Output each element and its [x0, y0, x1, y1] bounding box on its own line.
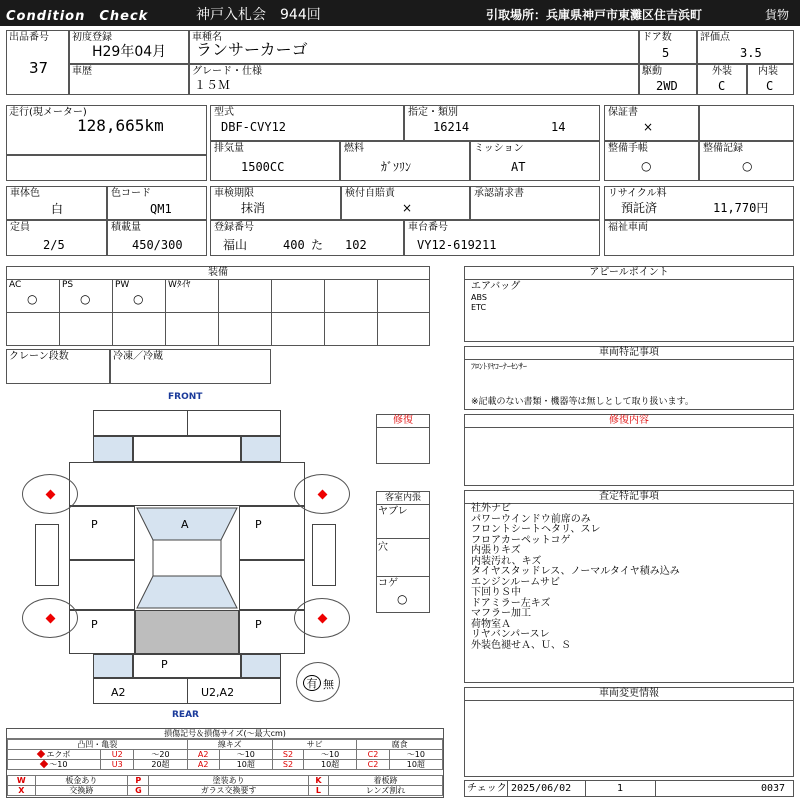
legend-panel: [6, 728, 444, 798]
designation-box: [404, 105, 600, 141]
load-capacity: 450/300: [132, 238, 183, 252]
drive: 2WD: [656, 79, 678, 93]
body-color: 白: [51, 202, 64, 216]
cabin-center: [135, 506, 239, 610]
cabin-interior-panel: [376, 491, 430, 613]
exterior-label: 外装: [712, 66, 732, 77]
color-code-label: 色コード: [111, 188, 151, 199]
legend-cell: 〜20: [134, 750, 187, 760]
legend-cell: C2: [357, 760, 389, 770]
legend-group-3: サビ: [272, 740, 356, 750]
assessment-line: 外装色褪せＡ、Ｕ、Ｓ: [471, 639, 571, 651]
history-box: [69, 64, 189, 95]
score-box: [697, 30, 794, 64]
welfare-label: 福祉車両: [608, 222, 648, 233]
roof-mark: A: [181, 518, 189, 531]
assessment-lines: [471, 504, 791, 651]
car-name: ランサーカーゴ: [196, 40, 308, 59]
brand-title: Condition Check: [6, 9, 149, 24]
rear-bumper-right-mark: U2,A2: [201, 686, 235, 699]
reefer-box: [110, 349, 271, 384]
recycle-fee: 11,770円: [713, 201, 769, 215]
assessment-line: 荷物室Ａ: [471, 618, 511, 630]
cabin-tear-label: ヤブレ: [378, 506, 408, 517]
cabin-hole-label: 穴: [378, 542, 388, 553]
equip-pw-mark: ○: [133, 292, 144, 306]
model-label: 型式: [214, 107, 234, 118]
equip-ps-mark: ○: [80, 292, 91, 306]
load-label: 積載量: [111, 222, 141, 233]
body-color-label: 車体色: [10, 188, 40, 199]
equipment-title: 装備: [7, 267, 429, 280]
doors-label: ドア数: [642, 32, 672, 43]
mileage-label: 走行(現メーター): [9, 107, 87, 118]
legend-key-symbol: P: [128, 776, 149, 786]
legend-key-meaning: レンズ割れ: [329, 786, 443, 796]
legend-key-meaning: ガラス交換要す: [149, 786, 308, 796]
legend-group-2: 線キズ: [187, 740, 272, 750]
history-label: 車歴: [72, 66, 92, 77]
legend-cell: [8, 760, 101, 770]
assessment-line: 社外ナビ: [471, 503, 511, 514]
insurance-box: [341, 186, 470, 220]
displacement: 1500CC: [241, 160, 285, 174]
assessment-line: エンジンルームサビ: [471, 576, 561, 588]
appeal-title: アピールポイント: [465, 267, 793, 280]
check-num1: 1: [617, 783, 624, 794]
exterior-grade: C: [718, 79, 726, 93]
color-code-box: [107, 186, 207, 220]
legend-cell: A2: [187, 750, 219, 760]
service-record-box: [699, 141, 794, 181]
drive-label: 駆動: [642, 66, 662, 77]
displacement-label: 排気量: [214, 143, 244, 154]
body-color-box: [6, 186, 107, 220]
appeal-line: ETC: [471, 303, 487, 312]
equipment-panel: [6, 266, 430, 346]
legend-cell: 〜10: [303, 750, 356, 760]
assessment-panel: [464, 490, 794, 683]
changes-panel: [464, 687, 794, 777]
wheel-rear-right-icon: [294, 598, 350, 638]
check-num2: 0037: [761, 783, 786, 794]
insurance: ×: [402, 201, 413, 215]
warranty-label: 保証書: [608, 107, 638, 118]
auction-name: 神戸入札会 944回: [196, 7, 321, 23]
legend-cell: 〜10: [389, 750, 442, 760]
exterior-box: [697, 64, 747, 95]
service-record-label: 整備記録: [703, 143, 743, 154]
assessment-line: 内張りキズ: [471, 545, 521, 556]
grade-box: [189, 64, 639, 95]
fuel-box: [340, 141, 470, 181]
special-notes-line: ﾌﾛﾝﾄﾘﾔｺｰﾅｰｾﾝｻｰ: [471, 362, 527, 371]
legend-cell: U3: [101, 760, 134, 770]
chassis-number: VY12-619211: [417, 238, 497, 252]
legend-title: 損傷記号＆損傷サイズ(〜最大cm): [7, 729, 443, 739]
first-registration-label: 初度登録: [72, 32, 112, 43]
cabin-burn-label: コゲ: [378, 578, 398, 589]
legend-key-symbol: K: [308, 776, 328, 786]
assessment-line: フロントシートヘタリ、スレ: [471, 524, 601, 535]
mileage-blank: [6, 155, 207, 181]
service-book-box: [604, 141, 699, 181]
legend-cell: S2: [272, 750, 303, 760]
legend-key-symbol: W: [8, 776, 36, 786]
mission-box: [470, 141, 600, 181]
legend-key-symbol: G: [128, 786, 149, 796]
appeal-line: ABS: [471, 293, 487, 302]
claim-box: [470, 186, 600, 220]
check-date: 2025/06/02: [511, 783, 572, 794]
score-label: 評価点: [700, 32, 730, 43]
first-registration: H29年04月: [92, 44, 167, 60]
repair-content-panel: [464, 414, 794, 486]
mission-label: ミッション: [474, 143, 524, 154]
welfare-box: [604, 220, 794, 256]
chassis-label: 車台番号: [408, 222, 448, 233]
check-row: [464, 780, 794, 797]
assessment-line: ドアミラー左キズ: [471, 597, 551, 609]
wheel-front-right-icon: [294, 474, 350, 514]
spare-tire-toggle: [296, 662, 340, 702]
inspection-label: 車検期限: [214, 188, 254, 199]
legend-table: [7, 739, 443, 770]
reg-kana: た: [311, 238, 324, 252]
crane-box: [6, 349, 110, 384]
legend-text: 〜10: [49, 760, 68, 769]
class-number: 14: [551, 120, 566, 134]
fuel: ｶﾞｿﾘﾝ: [381, 160, 412, 174]
mileage: 128,665km: [77, 116, 164, 135]
assessment-line: タイヤスタッドレス、ノーマルタイヤ積み込み: [471, 566, 680, 577]
assessment-line: 内装汚れ、キズ: [471, 555, 542, 567]
reg-num: 102: [345, 238, 367, 252]
repair-box: [376, 414, 430, 464]
recycle-box: [604, 186, 794, 220]
reg-class: 400: [283, 238, 305, 252]
drive-box: [639, 64, 697, 95]
equip-ac-label: AC: [9, 280, 22, 290]
special-notes-panel: [464, 346, 794, 410]
equip-ps-label: PS: [62, 280, 74, 290]
legend-cell: A2: [187, 760, 219, 770]
legend-diamond-icon: [39, 760, 47, 768]
changes-title: 車両変更情報: [465, 688, 793, 701]
equip-ac-mark: ○: [27, 292, 38, 306]
doors-box: [639, 30, 697, 64]
special-notes-title: 車両特記事項: [465, 347, 793, 360]
legend-cell: 10超: [219, 760, 272, 770]
doors: 5: [662, 46, 670, 60]
fuel-label: 燃料: [344, 143, 364, 154]
warranty: ×: [643, 120, 654, 134]
capacity-box: [6, 220, 107, 256]
model-box: [210, 105, 404, 141]
reg-region: 福山: [223, 238, 248, 252]
legend-cell: S2: [272, 760, 303, 770]
legend-key-meaning: 板金あり: [35, 776, 128, 786]
reg-number-label: 登録番号: [214, 222, 254, 233]
legend-key-meaning: 塗装あり: [149, 776, 308, 786]
legend-cell: 20超: [134, 760, 187, 770]
designation-label: 指定・類別: [408, 107, 458, 118]
assessment-line: マフラー加工: [471, 608, 531, 619]
legend-key-symbol: L: [308, 786, 328, 796]
left-side-window: [35, 524, 59, 586]
displacement-box: [210, 141, 340, 181]
repair-content-title: 修復内容: [465, 415, 793, 428]
designation: 16214: [433, 120, 470, 134]
interior-label: 内装: [758, 66, 778, 77]
load-box: [107, 220, 207, 256]
grade: １５Ｍ: [194, 78, 231, 92]
legend-group-4: 腐食: [357, 740, 443, 750]
rear-bumper-left-mark: A2: [111, 686, 126, 699]
assessment-line: リヤバンパースレ: [471, 629, 550, 640]
special-notes-disclaimer: ※記載のない書類・機器等は無しとして取り扱います。: [471, 397, 694, 407]
assessment-line: フロアカーペットコゲ: [471, 534, 571, 546]
assessment-line: パワーウインドウ前席のみ: [471, 513, 591, 525]
car-name-box: [189, 30, 639, 64]
inspection: 抹消: [241, 201, 266, 215]
front-label: FRONT: [168, 392, 203, 402]
legend-group-1: 凸凹・亀裂: [8, 740, 188, 750]
inspection-box: [210, 186, 341, 220]
capacity-label: 定員: [10, 222, 30, 233]
crane-label: クレーン段数: [9, 351, 69, 362]
warranty-blank: [699, 105, 794, 141]
header-bar: [0, 0, 800, 26]
right-rear-door-mark: P: [255, 618, 262, 631]
legend-diamond-icon: [37, 750, 45, 758]
mileage-box: [6, 105, 207, 155]
interior-box: [747, 64, 794, 95]
check-label: チェック: [467, 783, 507, 794]
lot-number: 37: [29, 59, 49, 77]
reg-number-box: [210, 220, 404, 256]
capacity: 2/5: [43, 238, 65, 252]
legend-cell: 10超: [389, 760, 442, 770]
chassis-box: [404, 220, 600, 256]
legend-key-symbol: X: [8, 786, 36, 796]
grade-label: グレード・仕様: [192, 66, 262, 77]
right-front-door-mark: P: [255, 518, 262, 531]
left-rear-door-mark: P: [91, 618, 98, 631]
score: 3.5: [740, 46, 762, 60]
equip-pw-label: PW: [115, 280, 130, 290]
color-code: QM1: [150, 202, 172, 216]
legend-text: エクボ: [46, 750, 71, 759]
legend-keys-table: [7, 775, 443, 796]
legend-cell: C2: [357, 750, 389, 760]
rear-label: REAR: [172, 710, 199, 720]
car-diagram: [67, 408, 307, 705]
mission: AT: [511, 160, 526, 174]
left-front-door-mark: P: [91, 518, 98, 531]
legend-cell: U2: [101, 750, 134, 760]
recycle-label: リサイクル料: [608, 188, 667, 199]
insurance-label: 検付自賠責: [345, 188, 395, 199]
equip-wtire-label: Wﾀｲﾔ: [168, 280, 191, 290]
spare-tire-no: 無: [323, 678, 334, 691]
service-book-label: 整備手帳: [608, 143, 648, 154]
pickup-location: 引取場所：兵庫県神戸市東灘区住吉浜町: [486, 8, 703, 22]
model: DBF-CVY12: [221, 120, 287, 134]
rear-gate-mark: P: [161, 658, 168, 671]
lot-number-label: 出品番号: [9, 32, 49, 43]
car-name-label: 車種名: [192, 32, 222, 43]
right-side-window: [312, 524, 336, 586]
assessment-title: 査定特記事項: [465, 491, 793, 504]
cabin-burn-mark: ○: [397, 592, 408, 606]
vehicle-category: 貨物: [765, 8, 790, 22]
appeal-line: エアバッグ: [471, 281, 521, 292]
cabin-title: 客室内張: [377, 492, 429, 505]
claim-label: 承認請求書: [474, 188, 524, 199]
reefer-label: 冷凍／冷蔵: [113, 351, 163, 362]
legend-cell: 10超: [303, 760, 356, 770]
service-book: ○: [641, 159, 652, 173]
legend-key-meaning: 交換跡: [35, 786, 128, 796]
spare-tire-yes: 有: [303, 675, 321, 691]
wheel-rear-left-icon: [22, 598, 78, 638]
interior-grade: C: [766, 79, 774, 93]
legend-cell: 〜10: [219, 750, 272, 760]
recycle-status: 預託済: [621, 201, 658, 215]
lot-number-box: [6, 30, 69, 95]
service-record: ○: [742, 159, 753, 173]
wheel-front-left-icon: [22, 474, 78, 514]
warranty-box: [604, 105, 699, 141]
legend-key-meaning: 着板跡: [329, 776, 443, 786]
appeal-panel: [464, 266, 794, 342]
assessment-line: 下回りＳ中: [471, 587, 521, 598]
repair-title: 修復: [377, 415, 429, 428]
first-registration-box: [69, 30, 189, 64]
legend-cell: [8, 750, 101, 760]
